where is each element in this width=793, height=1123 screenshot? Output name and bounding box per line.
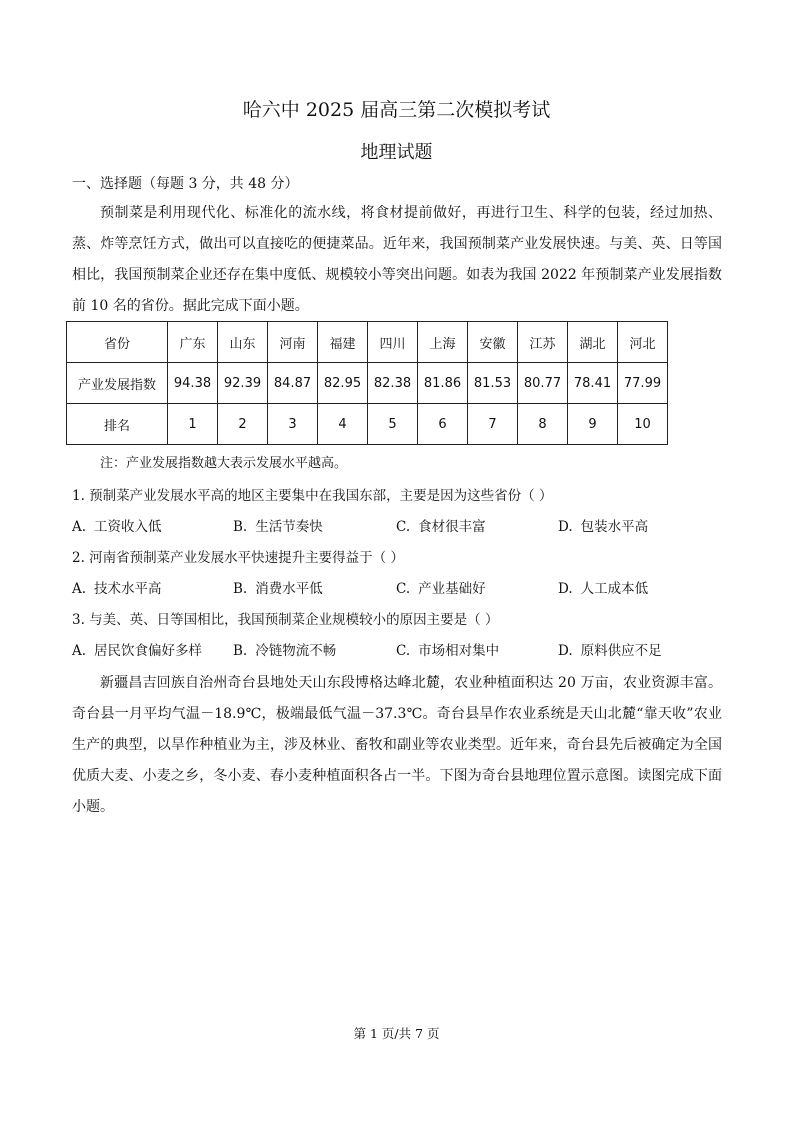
- question-2-stem: 2. 河南省预制菜产业发展水平快速提升主要得益于（ ）: [72, 550, 404, 566]
- table-cell: 9: [568, 404, 618, 445]
- table-cell: 81.86: [418, 363, 468, 404]
- table-cell: 5: [368, 404, 418, 445]
- table-cell: 山东: [218, 322, 268, 363]
- table-note: 注：产业发展指数越大表示发展水平越高。: [100, 456, 348, 471]
- table-cell: 77.99: [618, 363, 668, 404]
- row-header-province: 省份: [67, 322, 168, 363]
- table-cell: 84.87: [268, 363, 318, 404]
- table-cell: 河南: [268, 322, 318, 363]
- option-c[interactable]: C. 食材很丰富: [396, 519, 486, 535]
- table-cell: 1: [168, 404, 218, 445]
- table-cell: 广东: [168, 322, 218, 363]
- question-3-stem: 3. 与美、英、日等国相比，我国预制菜企业规模较小的原因主要是（ ）: [72, 612, 499, 628]
- option-a[interactable]: A. 居民饮食偏好多样: [72, 643, 203, 659]
- table-cell: 8: [518, 404, 568, 445]
- table-cell: 81.53: [468, 363, 518, 404]
- option-a[interactable]: A. 技术水平高: [72, 581, 162, 597]
- table-row: [67, 322, 668, 363]
- table-cell: 3: [268, 404, 318, 445]
- exam-subject: 地理试题: [360, 142, 433, 163]
- table-row: [67, 404, 668, 445]
- option-c[interactable]: C. 产业基础好: [396, 581, 486, 597]
- table-cell: 82.38: [368, 363, 418, 404]
- table-cell: 82.95: [318, 363, 368, 404]
- option-d[interactable]: D. 人工成本低: [558, 581, 649, 597]
- table-cell: 94.38: [168, 363, 218, 404]
- table-cell: 2: [218, 404, 268, 445]
- passage-prepared-food: 预制菜是利用现代化、标准化的流水线，将食材提前做好，再进行卫生、科学的包装，经过加热、蒸、炸等烹饪方式，做出可以直接吃的便捷菜品。近年来，我国预制菜产业发展快速。与美、英、日等国相比，我国预制菜企业还存在集中度低、规模较小等突出问题。如表为我国 2022 年预制菜产业发展指数前 10 名的省份。据此完成下面小题。: [72, 205, 722, 314]
- table-cell: 上海: [418, 322, 468, 363]
- row-header-index: 产业发展指数: [67, 363, 168, 404]
- section-heading: 一、选择题（每题 3 分，共 48 分）: [72, 176, 299, 192]
- table-row: [67, 363, 668, 404]
- table-cell: 7: [468, 404, 518, 445]
- option-b[interactable]: B. 生活节奏快: [233, 519, 323, 535]
- option-a[interactable]: A. 工资收入低: [72, 519, 162, 535]
- passage-qitai-county: 新疆昌吉回族自治州奇台县地处天山东段博格达峰北麓，农业种植面积达 20 万亩，农业资源丰富。奇台县一月平均气温－18.9℃，极端最低气温－37.3℃。奇台县旱作农业系统是天山北麓“靠天收”农业生产的典型，以旱作种植业为主，涉及林业、畜牧和副业等农业类型。近年来，奇台县先后被确定为全国优质大麦、小麦之乡，冬小麦、春小麦种植面积各占一半。下图为奇台县地理位置示意图。读图完成下面小题。: [72, 675, 722, 815]
- option-d[interactable]: D. 包装水平高: [558, 519, 649, 535]
- table-cell: 福建: [318, 322, 368, 363]
- province-index-table: [66, 321, 668, 445]
- table-cell: 江苏: [518, 322, 568, 363]
- table-cell: 92.39: [218, 363, 268, 404]
- table-cell: 四川: [368, 322, 418, 363]
- table-cell: 安徽: [468, 322, 518, 363]
- table-cell: 78.41: [568, 363, 618, 404]
- table-cell: 10: [618, 404, 668, 445]
- exam-title: 哈六中 2025 届高三第二次模拟考试: [242, 99, 551, 121]
- table-cell: 80.77: [518, 363, 568, 404]
- table-cell: 湖北: [568, 322, 618, 363]
- option-c[interactable]: C. 市场相对集中: [396, 643, 500, 659]
- question-1-stem: 1. 预制菜产业发展水平高的地区主要集中在我国东部，主要是因为这些省份（ ）: [72, 488, 553, 504]
- table-cell: 河北: [618, 322, 668, 363]
- table-cell: 4: [318, 404, 368, 445]
- row-header-rank: 排名: [67, 404, 168, 445]
- option-b[interactable]: B. 冷链物流不畅: [233, 643, 337, 659]
- page-footer: 第 1 页/共 7 页: [353, 1026, 440, 1041]
- option-b[interactable]: B. 消费水平低: [233, 581, 323, 597]
- table-cell: 6: [418, 404, 468, 445]
- option-d[interactable]: D. 原料供应不足: [558, 643, 662, 659]
